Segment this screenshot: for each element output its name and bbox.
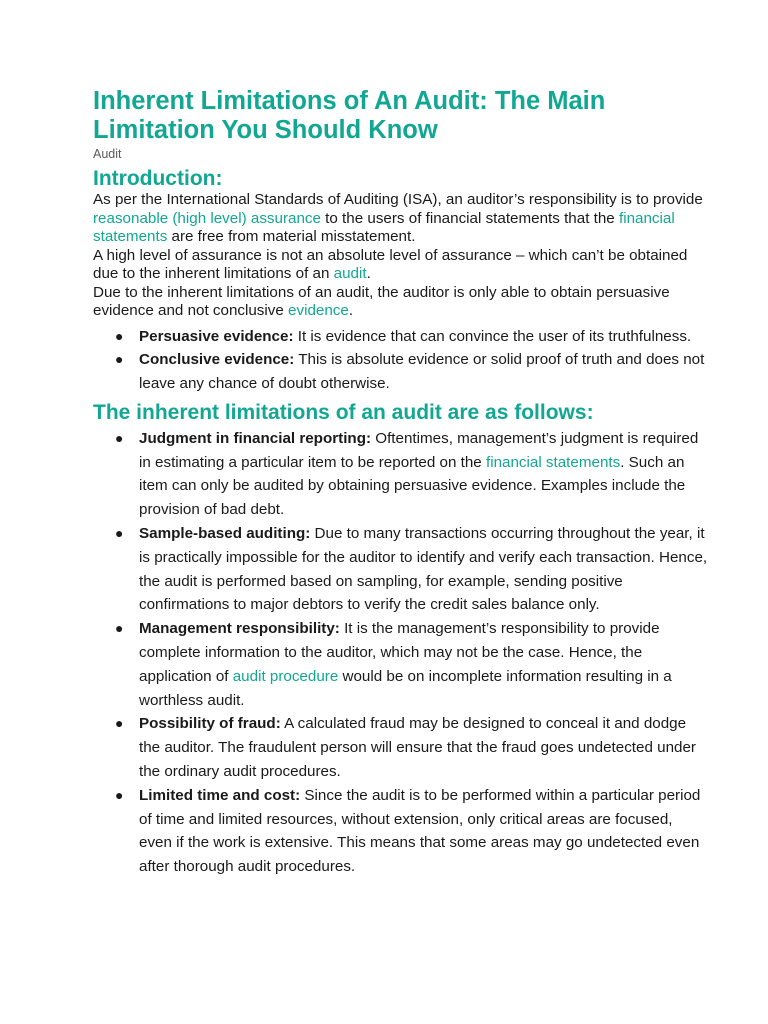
limitations-heading: The inherent limitations of an audit are as follows: bbox=[93, 400, 594, 424]
category-label: Audit bbox=[93, 147, 122, 161]
intro-p2-text-2: . bbox=[366, 265, 371, 282]
audit-link[interactable]: audit bbox=[333, 265, 367, 282]
list-item-text: Oftentimes, management’s judgment is required in estimating a particular item to be reported on the bbox=[139, 429, 699, 471]
list-item bbox=[115, 712, 708, 783]
bullet-icon: ● bbox=[115, 351, 124, 368]
intro-p2-text-1: A high level of assurance is not an absolute level of assurance – which can’t be obtained due to the inherent limitations of an bbox=[93, 246, 688, 282]
list-item-term: Limited time and cost: bbox=[139, 786, 301, 804]
bullet-icon: ● bbox=[115, 429, 124, 446]
list-item-text: Since the audit is to be performed within a particular period of time and limited resources, without extension, only critical areas are focused, even if the work is extensive. This means that some areas may go undetected even after thorough audit procedures. bbox=[139, 786, 701, 876]
list-item bbox=[115, 617, 708, 712]
reasonable-assurance-link[interactable]: reasonable (high level) assurance bbox=[93, 209, 321, 227]
audit-procedure-link[interactable]: audit procedure bbox=[232, 667, 339, 685]
list-item-term: Sample-based auditing: bbox=[139, 525, 311, 543]
list-item-text: It is the management’s responsibility to provide complete information to the auditor, which may not be the case. Hence, the application of bbox=[139, 620, 660, 685]
list-item-text: would be on incomplete information resulting in a worthless audit. bbox=[139, 667, 672, 709]
list-item-term: Persuasive evidence: bbox=[139, 327, 294, 345]
limitations-list bbox=[93, 427, 708, 879]
intro-paragraph-1 bbox=[93, 191, 708, 247]
intro-p1-text-3: are free from material misstatement. bbox=[167, 228, 416, 245]
evidence-list bbox=[93, 325, 708, 396]
list-item-term: Management responsibility: bbox=[139, 620, 340, 638]
intro-paragraph-2 bbox=[93, 247, 708, 284]
list-item bbox=[115, 522, 708, 617]
financial-statements-link[interactable]: financial statements bbox=[485, 453, 621, 471]
bullet-icon: ● bbox=[115, 327, 124, 344]
bullet-icon: ● bbox=[115, 525, 124, 542]
bullet-icon: ● bbox=[115, 620, 124, 637]
list-item-term: Conclusive evidence: bbox=[139, 351, 295, 369]
list-item-text: . Such an item can only be audited by obtaining persuasive evidence. Examples include the provision of bad debt. bbox=[139, 453, 686, 519]
list-item-term: Judgment in financial reporting: bbox=[139, 429, 372, 447]
list-item bbox=[115, 348, 708, 396]
intro-p3-text-1: Due to the inherent limitations of an audit, the auditor is only able to obtain persuasive evidence and not conclusive bbox=[93, 283, 670, 319]
financial-statements-link[interactable]: financial statements bbox=[93, 209, 675, 245]
intro-p1-text-1: As per the International Standards of Auditing (ISA), an auditor’s responsibility is to provide bbox=[93, 191, 703, 208]
intro-p1-text-2: to the users of financial statements that the bbox=[320, 209, 619, 227]
introduction-heading: Introduction: bbox=[93, 167, 223, 190]
page-title: Inherent Limitations of An Audit: The Main Limitation You Should Know bbox=[93, 87, 606, 144]
list-item bbox=[115, 325, 708, 349]
evidence-link[interactable]: evidence bbox=[288, 302, 349, 319]
bullet-icon: ● bbox=[115, 715, 124, 732]
list-item bbox=[115, 427, 708, 522]
list-item-text: A calculated fraud may be designed to conceal it and dodge the auditor. The fraudulent person will ensure that the fraud goes undetected under the ordinary audit procedures. bbox=[139, 715, 696, 781]
list-item bbox=[115, 784, 708, 879]
list-item-text: This is absolute evidence or solid proof of truth and does not leave any chance of doubt otherwise. bbox=[139, 351, 705, 393]
bullet-icon: ● bbox=[115, 786, 124, 803]
list-item-term: Possibility of fraud: bbox=[139, 715, 281, 733]
intro-paragraph-3 bbox=[93, 284, 708, 321]
list-item-text: It is evidence that can convince the user of its truthfulness. bbox=[293, 327, 692, 345]
list-item-text: Due to many transactions occurring throughout the year, it is practically impossible for the auditor to identify and verify each transaction. Hence, the audit is performed based on sampling, for example, sending positive confirmations to major debtors to verify the credit sales balance only. bbox=[139, 525, 708, 614]
intro-p3-text-2: . bbox=[348, 302, 354, 319]
